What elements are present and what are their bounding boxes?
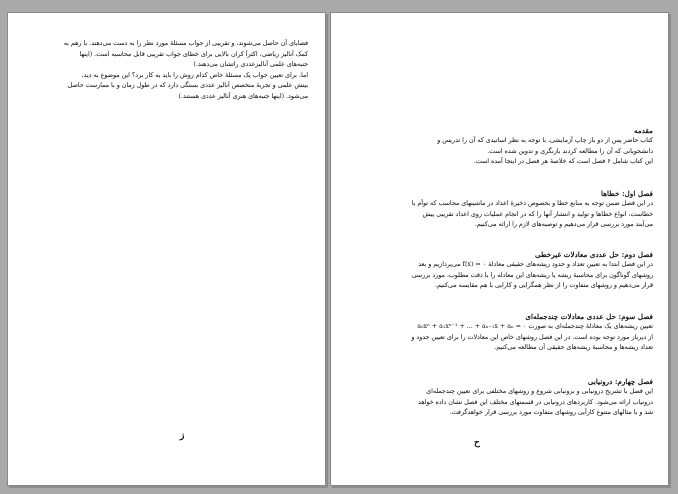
text-line: این فصل با تشریح درونیابی و برونیابی شروع و روشهای مختلفی برای تعیین چندجمله‌ای [426, 388, 653, 395]
text-line: فضایای آن حاصل می‌شوند، و تقریبی از جواب مسئلهٔ مورد نظر را به دست می‌دهند. با رهم به [63, 40, 308, 47]
page-number: ح [474, 438, 480, 448]
text-line: تعیین ریشه‌های یک معادلهٔ چندجمله‌ای به صورت a₀xⁿ + a₁xⁿ⁻¹ + ... + aₙ₋₁x + aₙ = ۰ [417, 323, 653, 330]
intro-section [347, 125, 653, 168]
chapter-heading: فصل سوم: حل عددی معادلات چندجمله‌ای [525, 312, 653, 321]
text-line: خطاست، انواع خطاها و تولید و انتشار آنها را که در انجام عملیات روی اعداد تقریبی پیش [422, 210, 653, 218]
chapter-heading: فصل دوم: حل عددی معادلات غیرخطی [535, 250, 653, 259]
text-line: دانشجویانی که آن را مطالعه کردند بازنگری و تدوین شده است. [487, 147, 653, 155]
text-line: این کتاب شامل ۶ فصل است که خلاصهٔ هر فصل در اینجا آمده است. [473, 158, 653, 166]
text-line: می‌شود. (اینها جنبه‌های هنری آنالیز عددی هستند.) [178, 92, 308, 100]
chapter-3-section [347, 311, 653, 354]
text-line: از دیرباز مورد توجه بوده است. در این فصل روشهای خاص این معادلات را برای تعیین حدود و [411, 333, 653, 341]
text-line: جنبه‌های علمی آنالیزعددی راتشان می‌دهند.) [193, 61, 308, 69]
text-line: در این فصل ابتدا به تعیین تعداد و حدود ریشه‌های حقیقی معادلهٔ f(x) = ۰ می‌پردازیم و بعد [418, 261, 653, 268]
text-line: در این فصل ضمن توجه به منابع خطا و بخصوص ذخیرهٔ اعداد در ماشینهای محاسب که توأم با [411, 200, 653, 207]
section-heading: مقدمه [634, 126, 653, 135]
right-page [330, 12, 669, 486]
page-number: ز [180, 431, 185, 441]
text-line: تعداد ریشه‌ها و محاسبهٔ ریشه‌های حقیقی آن مطالعه می‌کنیم. [494, 344, 653, 352]
chapter-4-section [347, 376, 653, 419]
text-line: قرار می‌دهیم و روشهای متفاوت را از نظر همگرایی و کارایی با هم مقایسه می‌کنیم. [434, 282, 653, 290]
text-line: اما، برای تعیین جواب یک مسئلهٔ خاص کدام روش را باید به کار برد؟ این موضوع به دید، [81, 71, 308, 79]
left-page [7, 12, 326, 486]
text-line: شد و با مثالهای متنوع کارآیی روشهای متفاوت مورد بررسی قرار خواهدگرفت. [449, 409, 653, 417]
text-line: درونیاب ارائه می‌شود. کاربردهای درونیابی در قسمتهای مختلف این فصل نشان داده خواهد [418, 398, 653, 406]
text-line: بینش علمی و تجربهٔ متخصص آنالیز عددی بستگی دارد که در طول زمان و با ممارست حاصل [67, 82, 308, 90]
text-line: می‌آیند مورد بررسی قرار می‌دهیم و توصیه‌های لازم را ارائه می‌کنیم. [474, 221, 653, 229]
chapter-2-section [347, 249, 653, 292]
text-line: روشهای گوناگون برای محاسبهٔ ریشه یا ریشه‌های این معادله را با دقت مطلوب، مورد بررسی [411, 271, 653, 279]
chapter-heading: فصل اول: خطاها [601, 189, 653, 198]
chapter-1-section [347, 188, 653, 231]
text-line: کتاب حاضر پس از دو بار چاپ آزمایشی، با توجه به نظر اساتیدی که آن را تدریس و [437, 137, 653, 144]
left-page-text [30, 39, 308, 103]
chapter-heading: فصل چهارم: درونیابی [587, 377, 653, 386]
text-line: کمک آنالیز ریاضی، اکثراً کران بالایی برای خطای جواب تقریبی قابل محاسبه است. (اینها [79, 50, 308, 58]
